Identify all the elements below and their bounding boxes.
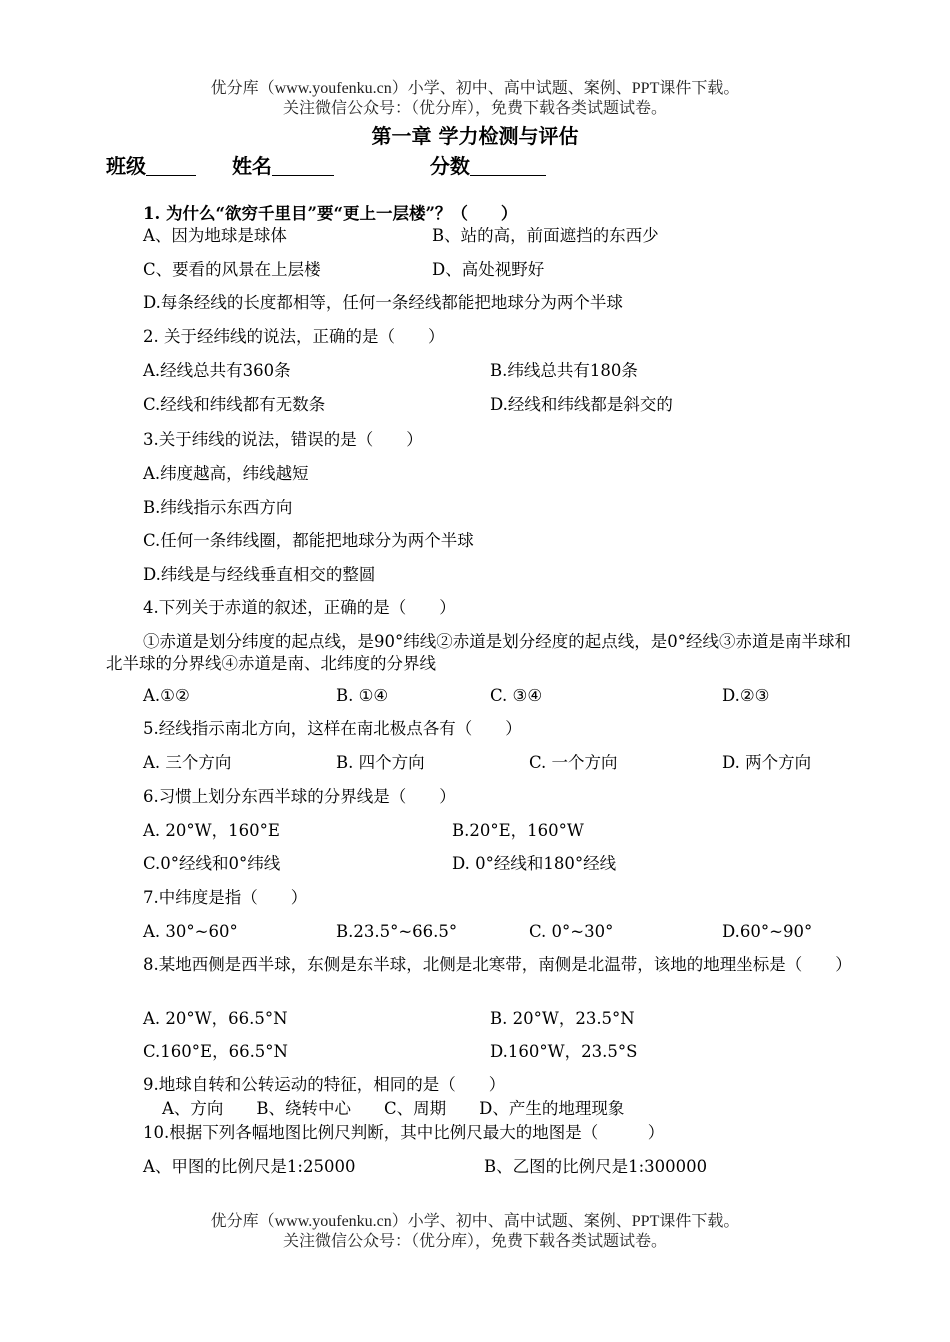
- q2-option-c: C.经线和纬线都有无数条: [143, 395, 326, 414]
- q8-option-c: C.160°E，66.5°N: [143, 1042, 288, 1061]
- q4-option-b: B. ①④: [336, 686, 389, 705]
- q7-stem: 7.中纬度是指（ ）: [143, 888, 308, 907]
- q4-option-c: C. ③④: [490, 686, 543, 705]
- q1-option-a: A、因为地球是球体: [143, 226, 287, 245]
- q10-stem: 10.根据下列各幅地图比例尺判断，其中比例尺最大的地图是（ ）: [143, 1123, 665, 1142]
- footer-line-2: 关注微信公众号：（优分库），免费下载各类试题试卷。: [282, 1233, 667, 1250]
- q8-stem: 8.某地西侧是西半球，东侧是东半球，北侧是北寒带，南侧是北温带，该地的地理坐标是（ ）: [143, 955, 852, 974]
- q7-option-b: B.23.5°~66.5°: [336, 922, 458, 941]
- q7-option-a: A. 30°~60°: [143, 922, 238, 941]
- q10-option-a: A、甲图的比例尺是1:25000: [143, 1157, 356, 1176]
- q6-option-d: D. 0°经线和180°经线: [452, 854, 617, 873]
- q1-option-d: D、高处视野好: [432, 260, 545, 279]
- q5-option-c: C. 一个方向: [529, 753, 618, 772]
- q5-stem: 5.经线指示南北方向，这样在南北极点各有（ ）: [143, 719, 522, 738]
- name-label: 姓名: [231, 154, 272, 178]
- q3-option-b: B.纬线指示东西方向: [143, 498, 293, 517]
- q5-option-a: A. 三个方向: [143, 753, 232, 772]
- q9-stem: 9.地球自转和公转运动的特征，相同的是（ ）: [143, 1075, 506, 1094]
- q6-option-c: C.0°经线和0°纬线: [143, 854, 281, 873]
- name-blank[interactable]: [272, 155, 334, 176]
- q2-option-a: A.经线总共有360条: [143, 361, 291, 380]
- q1-option-c: C、要看的风景在上层楼: [143, 260, 321, 279]
- q3-stem: 3.关于纬线的说法，错误的是（ ）: [143, 430, 423, 449]
- q4-option-a: A.①②: [143, 686, 190, 705]
- q9-options: A、方向 B、绕转中心 C、周期 D、产生的地理现象: [162, 1099, 625, 1118]
- q5-option-b: B. 四个方向: [336, 753, 425, 772]
- q7-option-c: C. 0°~30°: [529, 922, 614, 941]
- q3-option-a: A.纬度越高，纬线越短: [143, 464, 309, 483]
- header-line-2: 关注微信公众号：（优分库），免费下载各类试题试卷。: [282, 100, 667, 117]
- q2-option-d: D.经线和纬线都是斜交的: [490, 395, 673, 414]
- q1-extra-line: D.每条经线的长度都相等，任何一条经线都能把地球分为两个半球: [143, 293, 623, 312]
- q3-option-c: C.任何一条纬线圈，都能把地球分为两个半球: [143, 531, 474, 550]
- q5-option-d: D. 两个方向: [722, 753, 812, 772]
- q4-statements: ①赤道是划分纬度的起点线，是90°纬线②赤道是划分经度的起点线，是0°经线③赤道是南半球和北半球的分界线④赤道是南、北纬度的分界线: [106, 632, 851, 673]
- q6-option-b: B.20°E，160°W: [452, 821, 584, 840]
- q4-stem: 4.下列关于赤道的叙述，正确的是（ ）: [143, 598, 456, 617]
- header-line-1: 优分库（www.youfenku.cn）小学、初中、高中试题、案例、PPT课件下载。: [210, 80, 740, 97]
- student-info-fields: [106, 150, 546, 179]
- q6-stem: 6.习惯上划分东西半球的分界线是（ ）: [143, 787, 456, 806]
- score-blank[interactable]: [470, 155, 546, 176]
- q1-option-b: B、站的高，前面遮挡的东西少: [432, 226, 659, 245]
- q2-option-b: B.纬线总共有180条: [490, 361, 638, 380]
- q8-option-b: B. 20°W，23.5°N: [490, 1009, 635, 1028]
- q3-option-d: D.纬线是与经线垂直相交的整圆: [143, 565, 376, 584]
- q8-option-d: D.160°W，23.5°S: [490, 1042, 638, 1061]
- q6-option-a: A. 20°W，160°E: [143, 821, 280, 840]
- page-title: 第一章 学力检测与评估: [371, 124, 579, 148]
- q8-option-a: A. 20°W，66.5°N: [143, 1009, 288, 1028]
- footer-line-1: 优分库（www.youfenku.cn）小学、初中、高中试题、案例、PPT课件下载。: [210, 1213, 740, 1230]
- q4-option-d: D.②③: [722, 686, 770, 705]
- q7-option-d: D.60°~90°: [722, 922, 813, 941]
- q10-option-b: B、乙图的比例尺是1:300000: [484, 1157, 708, 1176]
- class-blank[interactable]: [146, 155, 196, 176]
- class-label: 班级: [106, 154, 146, 178]
- q1-stem: 1. 为什么“欲穷千里目”要“更上一层楼”？（ ）: [143, 204, 518, 223]
- q2-stem: 2. 关于经纬线的说法，正确的是（ ）: [143, 327, 445, 346]
- score-label: 分数: [429, 154, 470, 178]
